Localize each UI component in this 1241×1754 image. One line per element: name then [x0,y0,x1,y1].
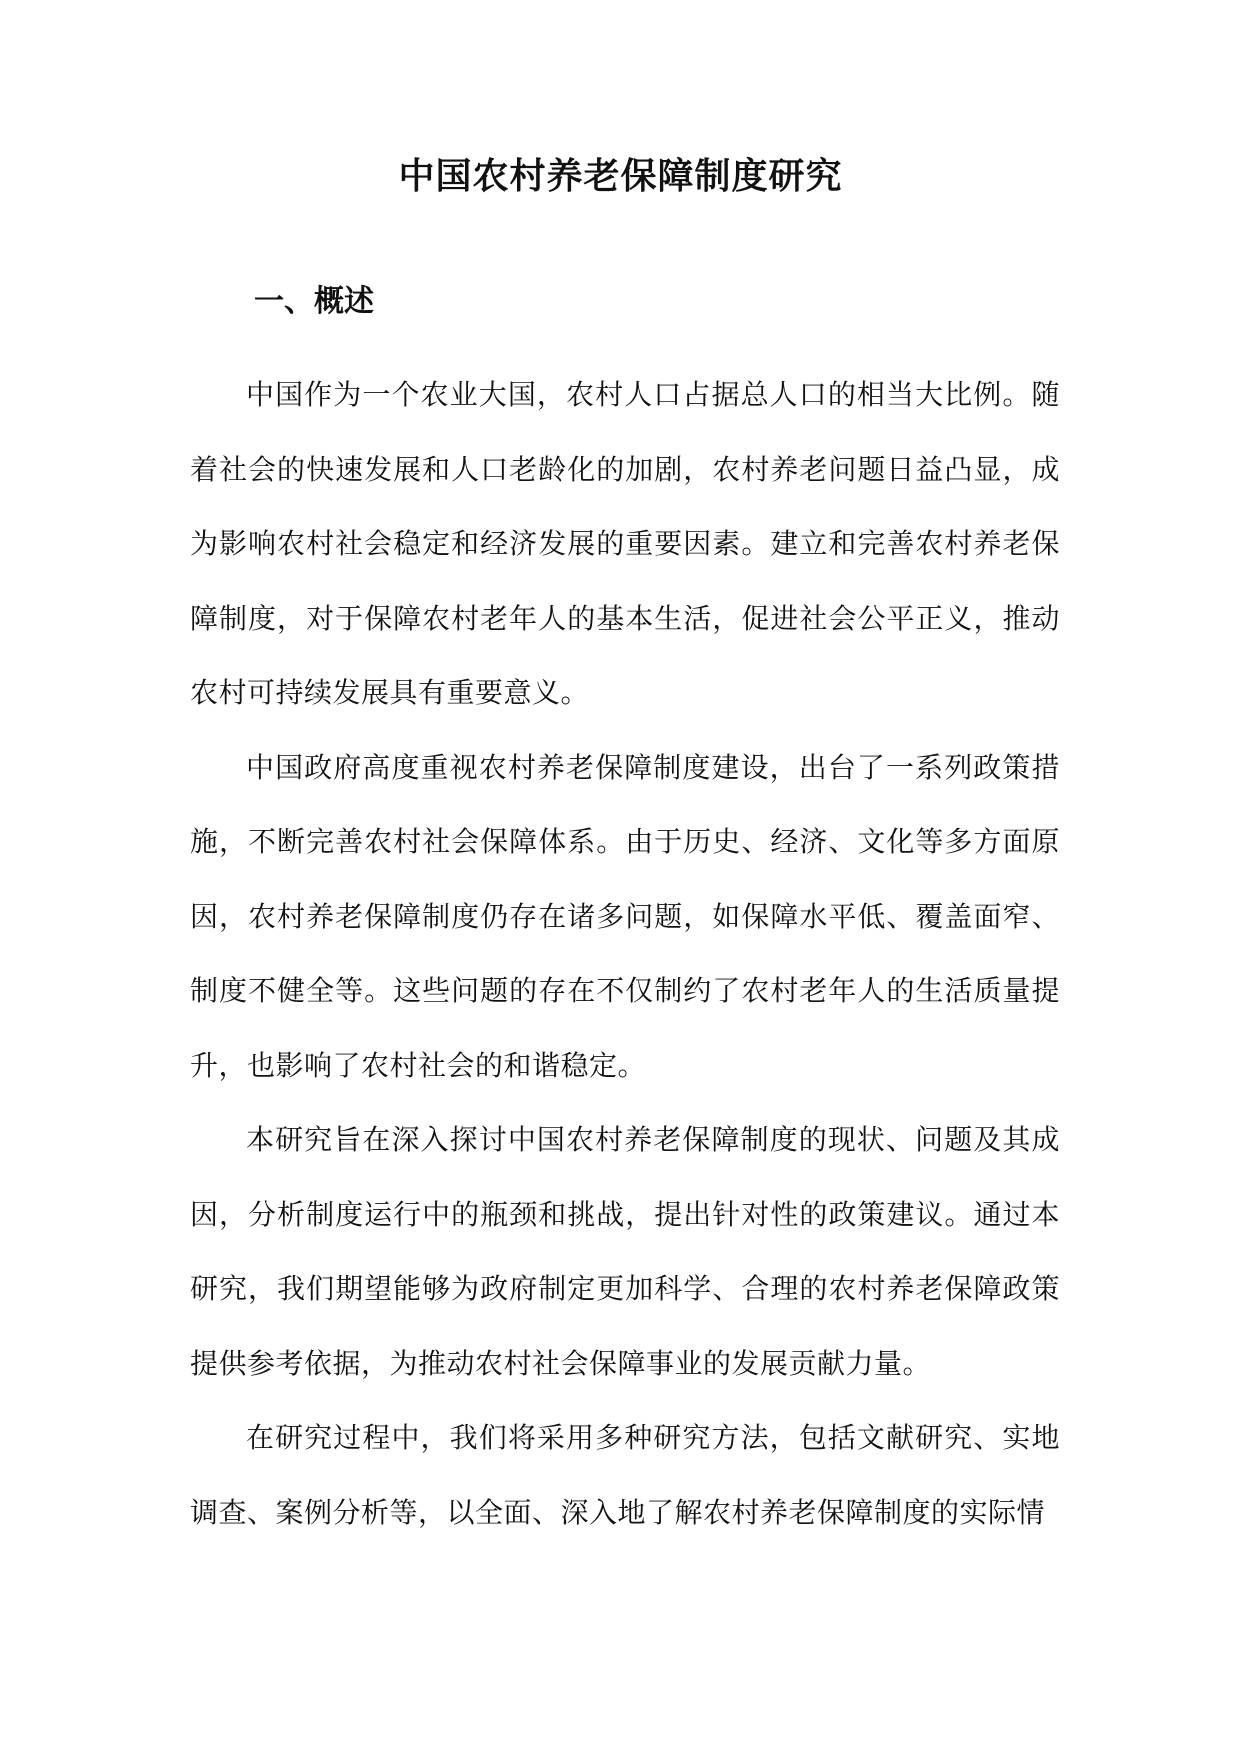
paragraph: 在研究过程中，我们将采用多种研究方法，包括文献研究、实地调查、案例分析等，以全面、深入地了解农村养老保障制度的实际情 [190,1421,1060,1529]
section-heading: 一、概述 [254,284,374,319]
paragraph: 中国作为一个农业大国，农村人口占据总人口的相当大比例。随着社会的快速发展和人口老龄化的加剧，农村养老问题日益凸显，成为影响农村社会稳定和经济发展的重要因素。建立和完善农村养老保障制度，对于保障农村老年人的基本生活，促进社会公平正义，推动农村可持续发展具有重要意义。 [190,378,1060,709]
document-title: 中国农村养老保障制度研究 [398,156,843,197]
document-body [190,358,1060,1550]
paragraph: 中国政府高度重视农村养老保障制度建设，出台了一系列政策措施，不断完善农村社会保障体系。由于历史、经济、文化等多方面原因，农村养老保障制度仍存在诸多问题，如保障水平低、覆盖面窄、制度不健全等。这些问题的存在不仅制约了农村老年人的生活质量提升，也影响了农村社会的和谐稳定。 [190,750,1060,1082]
paragraph: 本研究旨在深入探讨中国农村养老保障制度的现状、问题及其成因，分析制度运行中的瓶颈和挑战，提出针对性的政策建议。通过本研究，我们期望能够为政府制定更加科学、合理的农村养老保障政策提供参考依据，为推动农村社会保障事业的发展贡献力量。 [190,1123,1060,1380]
